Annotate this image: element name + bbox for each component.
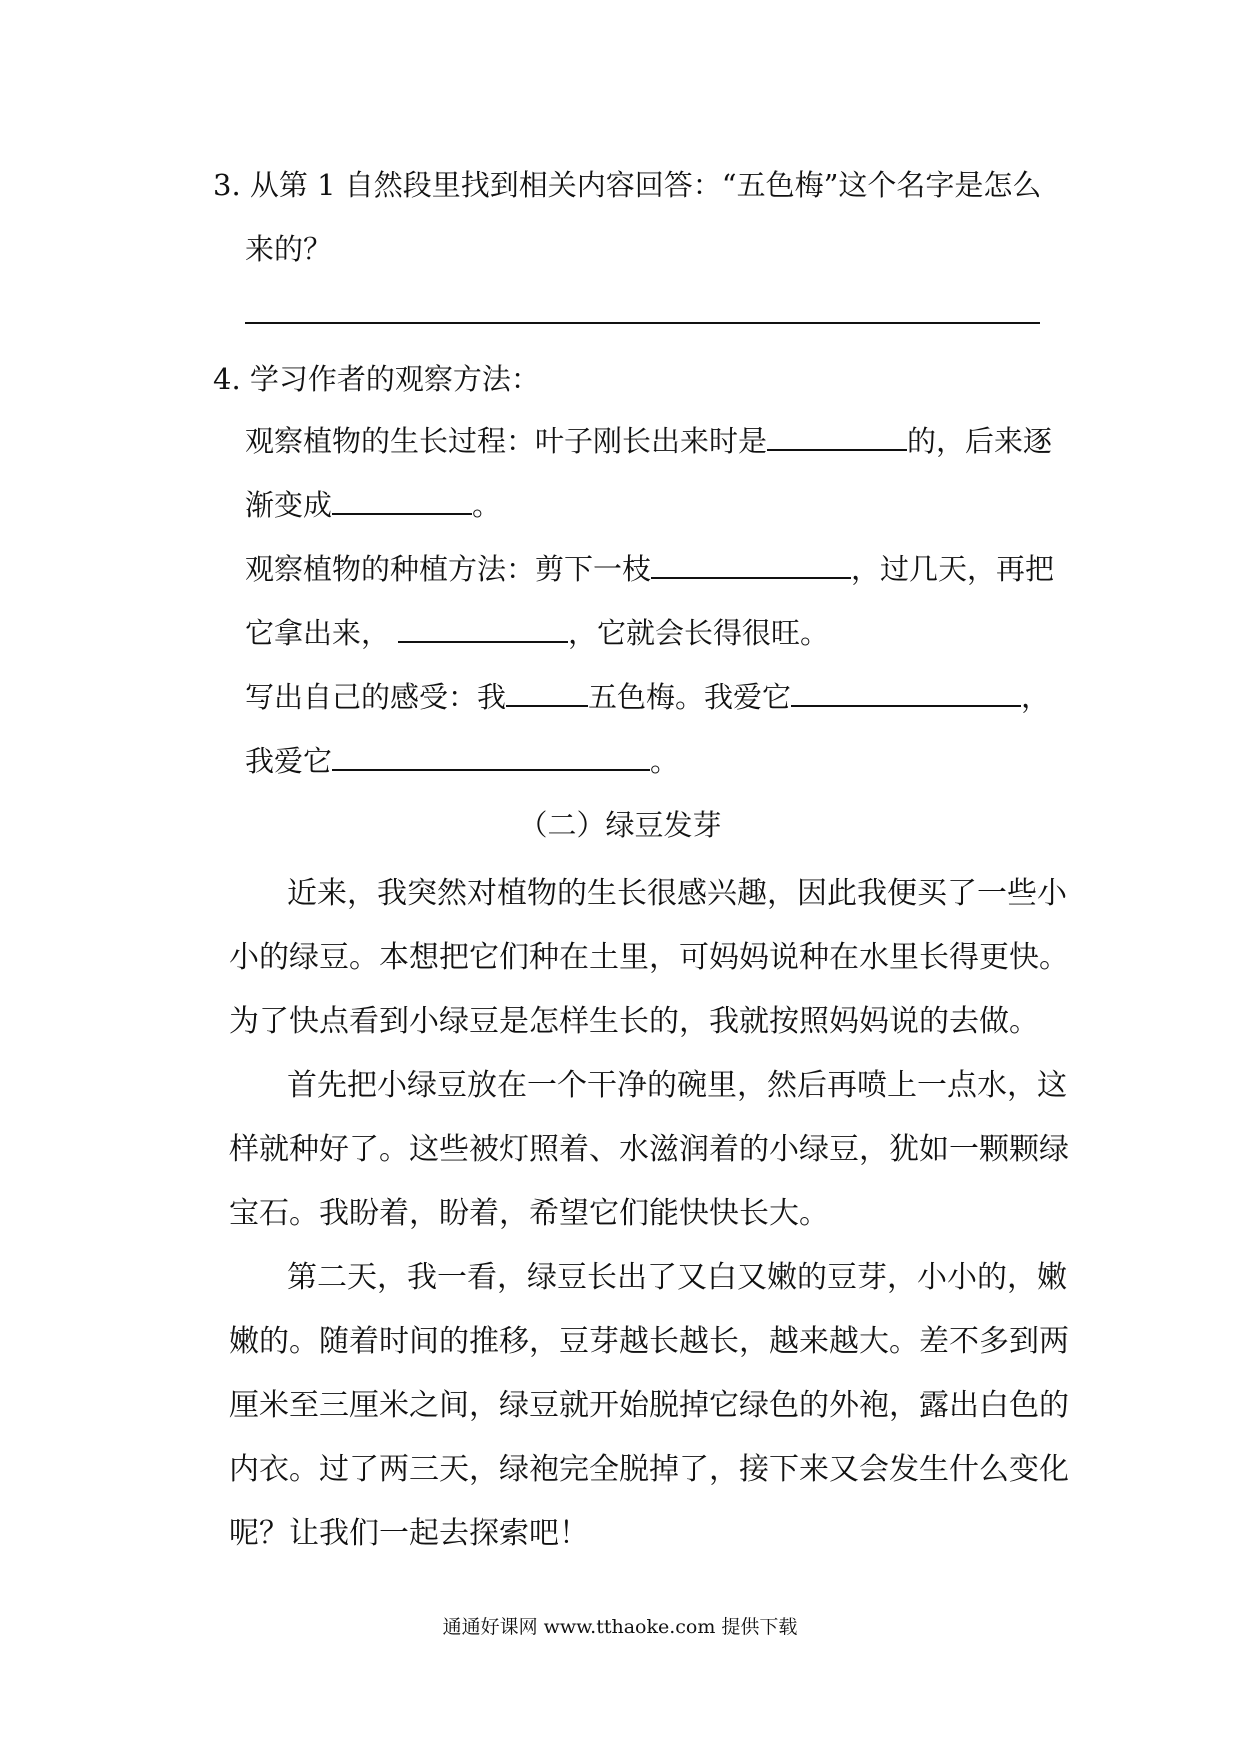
growth-process-line-2 [245, 485, 501, 525]
planting-method-text-c: 它拿出来， [245, 616, 391, 650]
blank-leaf-later [332, 487, 472, 515]
planting-method-text-d: ，它就会长得很旺。 [568, 616, 830, 650]
question-3-line-1: 3. 从第 1 自然段里找到相关内容回答：“五色梅”这个名字是怎么 [213, 168, 1042, 202]
feelings-line-2 [245, 741, 679, 781]
blank-attitude [506, 679, 588, 707]
feelings-text-c: ， [1021, 680, 1051, 714]
question-3-line-2: 来的？ [245, 232, 333, 266]
planting-method-text-b: ，过几天，再把 [851, 552, 1055, 586]
question-4-heading: 4. 学习作者的观察方法： [213, 362, 540, 396]
growth-process-text-c: 渐变成 [245, 488, 333, 522]
blank-cut-branch [651, 551, 851, 579]
passage-line: 第二天，我一看，绿豆长出了又白又嫩的豆芽，小小的，嫩 [287, 1260, 1067, 1295]
blank-love-reason-1 [791, 679, 1021, 707]
passage-line: 厘米至三厘米之间，绿豆就开始脱掉它绿色的外袍，露出白色的 [229, 1388, 1069, 1423]
planting-method-text-a: 观察植物的种植方法：剪下一枝 [245, 552, 652, 586]
growth-process-line-1 [245, 421, 1052, 461]
blank-love-reason-2 [332, 743, 650, 771]
feelings-text-a: 写出自己的感受：我 [245, 680, 507, 714]
passage-line: 内衣。过了两三天，绿袍完全脱掉了，接下来又会发生什么变化 [229, 1452, 1069, 1487]
passage-line: 嫩的。随着时间的推移，豆芽越长越长，越来越大。差不多到两 [229, 1324, 1069, 1359]
feelings-line-1 [245, 677, 1050, 717]
passage-line: 样就种好了。这些被灯照着、水滋润着的小绿豆，犹如一颗颗绿 [229, 1132, 1069, 1167]
growth-process-text-a: 观察植物的生长过程：叶子刚长出来时是 [245, 424, 768, 458]
growth-process-text-d: 。 [472, 488, 502, 522]
answer-line-question-3 [245, 322, 1040, 324]
feelings-text-e: 。 [650, 744, 680, 778]
passage-line: 为了快点看到小绿豆是怎样生长的，我就按照妈妈说的去做。 [229, 1004, 1039, 1039]
passage-line: 首先把小绿豆放在一个干净的碗里，然后再喷上一点水，这 [287, 1068, 1067, 1103]
planting-method-line-2 [245, 613, 829, 653]
blank-planting-step [398, 615, 568, 643]
passage-line: 呢？让我们一起去探索吧！ [229, 1516, 589, 1551]
passage-line: 小的绿豆。本想把它们种在土里，可妈妈说种在水里长得更快。 [229, 940, 1069, 975]
feelings-text-d: 我爱它 [245, 744, 333, 778]
blank-leaf-initial [767, 423, 907, 451]
growth-process-text-b: 的，后来逐 [907, 424, 1053, 458]
passage-line: 宝石。我盼着，盼着，希望它们能快快长大。 [229, 1196, 829, 1231]
passage-line: 近来，我突然对植物的生长很感兴趣，因此我便买了一些小 [287, 876, 1067, 911]
passage-title: （二）绿豆发芽 [518, 808, 722, 842]
feelings-text-b: 五色梅。我爱它 [588, 680, 792, 714]
footer-credit: 通通好课网 www.tthaoke.com 提供下载 [442, 1616, 798, 1638]
planting-method-line-1 [245, 549, 1054, 589]
